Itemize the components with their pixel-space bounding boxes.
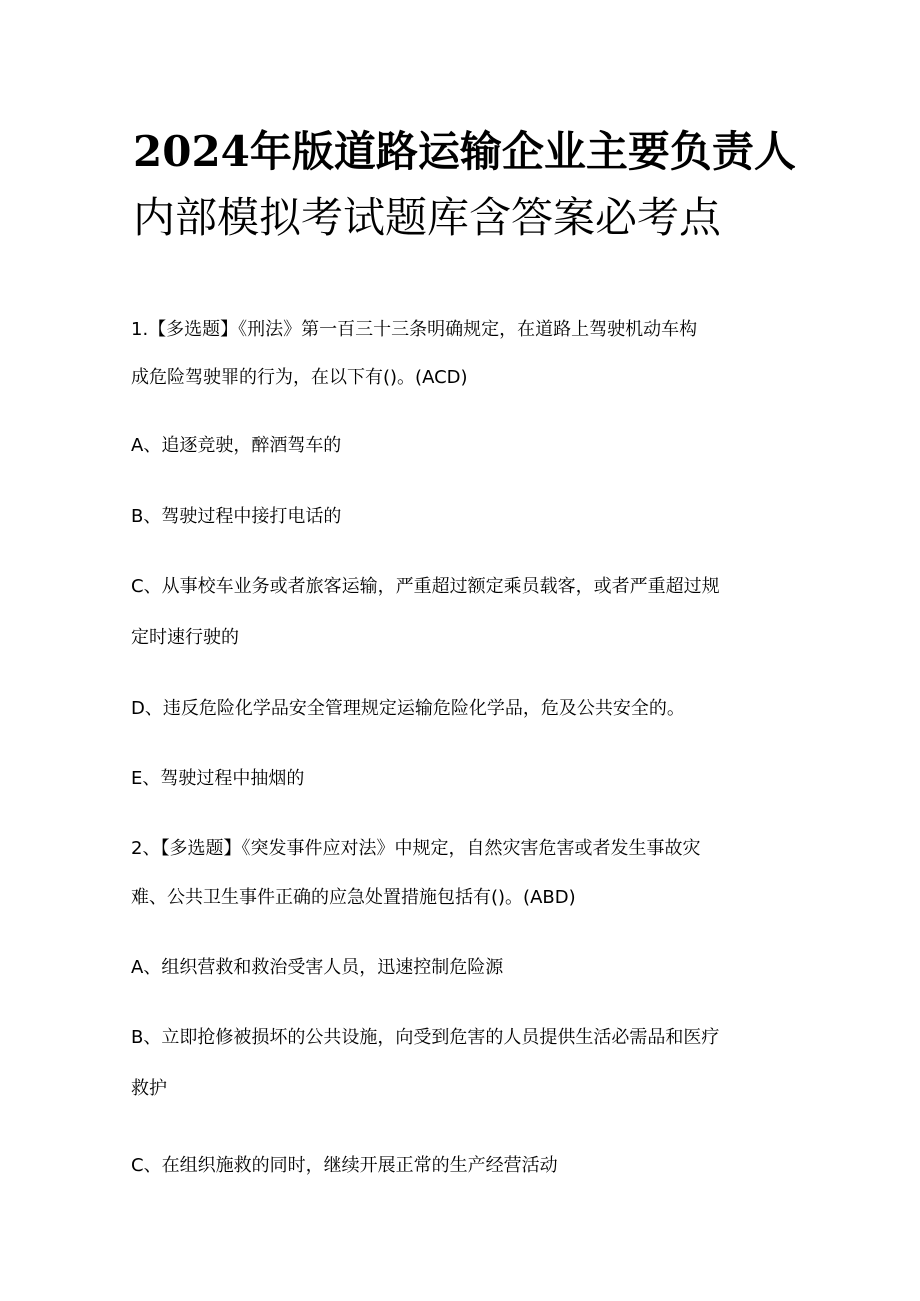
question-1-option-c-line-2: 定时速行驶的	[131, 627, 239, 648]
question-1-option-b: B、驾驶过程中接打电话的	[131, 506, 342, 527]
question-2-option-b-line-2: 救护	[131, 1078, 167, 1099]
question-1-stem-line-2: 成危险驾驶罪的行为，在以下有()。(ACD)	[131, 367, 468, 388]
question-1-option-c-line-1: C、从事校车业务或者旅客运输，严重超过额定乘员载客，或者严重超过规	[131, 576, 720, 597]
question-2-option-a: A、组织营救和救治受害人员，迅速控制危险源	[131, 957, 504, 978]
question-2-stem-line-1: 2、【多选题】《突发事件应对法》中规定，自然灾害危害或者发生事故灾	[131, 838, 701, 859]
question-2-option-c: C、在组织施救的同时，继续开展正常的生产经营活动	[131, 1155, 558, 1176]
question-2-option-b-line-1: B、立即抢修被损坏的公共设施，向受到危害的人员提供生活必需品和医疗	[131, 1027, 720, 1048]
question-1-stem-line-1: 1.【多选题】《刑法》第一百三十三条明确规定，在道路上驾驶机动车构	[131, 319, 698, 340]
document-title-line-1: 2024年版道路运输企业主要负责人	[133, 127, 796, 176]
question-1-option-a: A、追逐竞驶，醉酒驾车的	[131, 435, 342, 456]
document-title-line-2: 内部模拟考试题库含答案必考点	[133, 193, 722, 242]
question-1-option-d: D、违反危险化学品安全管理规定运输危险化学品，危及公共安全的。	[131, 698, 685, 719]
question-2-stem-line-2: 难、公共卫生事件正确的应急处置措施包括有()。(ABD)	[131, 887, 576, 908]
question-1-option-e: E、驾驶过程中抽烟的	[131, 768, 305, 789]
